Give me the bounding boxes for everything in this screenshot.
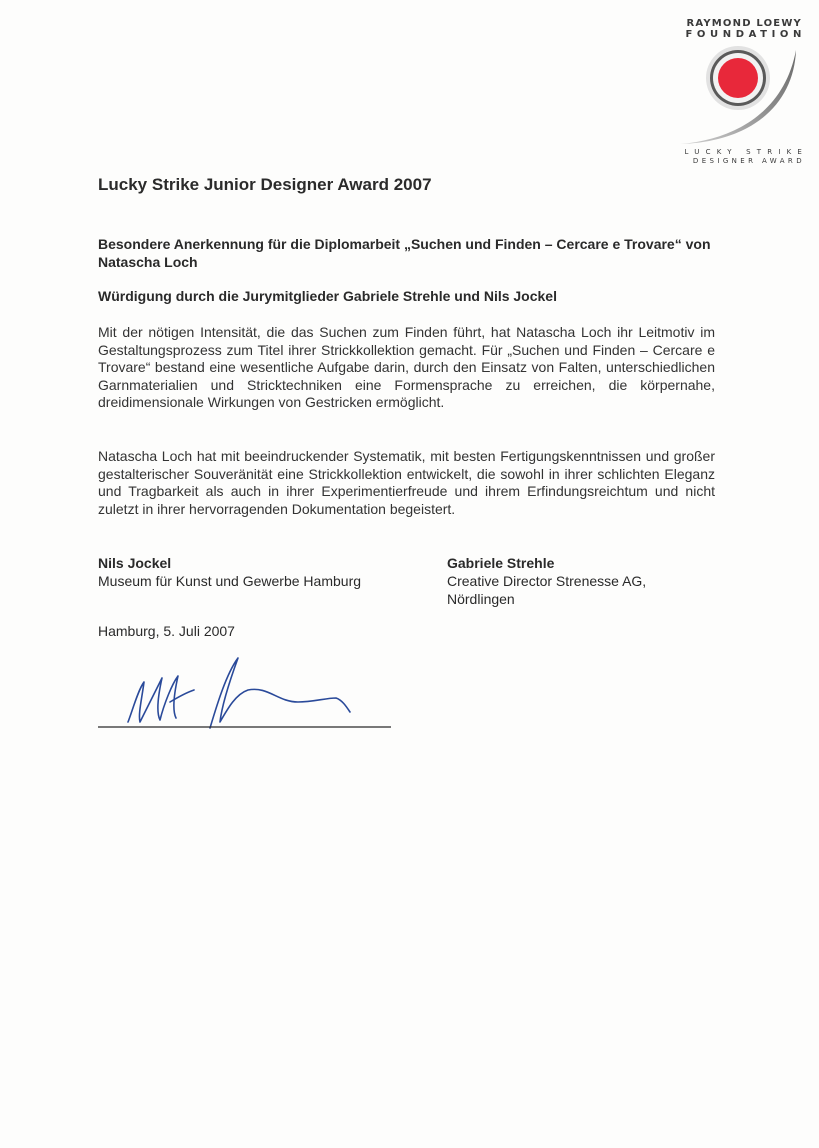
body-paragraph-2: Natascha Loch hat mit beeindruckender Systematik, mit besten Fertigungskenntnissen und großer gestalterischer Souveränität eine Strickkollektion entwickelt, die sowohl in ihrer schlichten Eleganz und Tragbarkeit als auch in ihrer Experimentierfreude und ihrem Erfindungsreichtum und nicht zuletzt in ihrer hervorragenden Dokumentation begeistert. — [98, 448, 715, 517]
document-title: Lucky Strike Junior Designer Award 2007 — [98, 175, 432, 194]
lucky-strike-emblem-icon — [672, 44, 802, 152]
signer-right-name: Gabriele Strehle — [447, 555, 555, 571]
place-date: Hamburg, 5. Juli 2007 — [98, 623, 235, 639]
signer-right-affiliation-line2: Nördlingen — [447, 591, 515, 607]
signer-left-block — [98, 554, 418, 590]
document-subtitle: Besondere Anerkennung für die Diplomarbeit „Suchen und Finden – Cercare e Trovare“ von Natascha Loch — [98, 236, 711, 270]
logo-award-line1: LUCKY STRIKE — [684, 148, 808, 156]
handwritten-signature — [98, 650, 398, 740]
logo-org-line2: FOUNDATION — [685, 29, 806, 40]
signer-right-block — [447, 554, 747, 608]
logo-award-name — [684, 148, 808, 166]
body-paragraph-1: Mit der nötigen Intensität, die das Suchen zum Finden führt, hat Natascha Loch ihr Leitmotiv im Gestaltungsprozess zum Titel ihrer Strickkollektion gemacht. Für „Suchen und Finden – Cercare e Trovare“ bestand eine wesentliche Aufgabe darin, durch den Einsatz von Falten, unterschiedlichen Garnmaterialien und Stricktechniken eine Formensprache zu erreichen, die körpernahe, dreidimensionale Wirkungen von Gestricken ermöglicht. — [98, 324, 715, 410]
logo-org-name — [685, 18, 806, 40]
signer-left-name: Nils Jockel — [98, 555, 172, 571]
jury-heading: Würdigung durch die Jurymitglieder Gabriele Strehle und Nils Jockel — [98, 288, 557, 304]
foundation-logo — [672, 14, 808, 174]
signature-ink — [128, 658, 350, 728]
signer-left-affiliation: Museum für Kunst und Gewerbe Hamburg — [98, 573, 362, 589]
logo-org-line1: RAYMOND LOEWY — [686, 18, 802, 29]
signer-right-affiliation-line1: Creative Director Strenesse AG, — [447, 573, 647, 589]
logo-award-line2: DESIGNER AWARD — [692, 157, 805, 165]
